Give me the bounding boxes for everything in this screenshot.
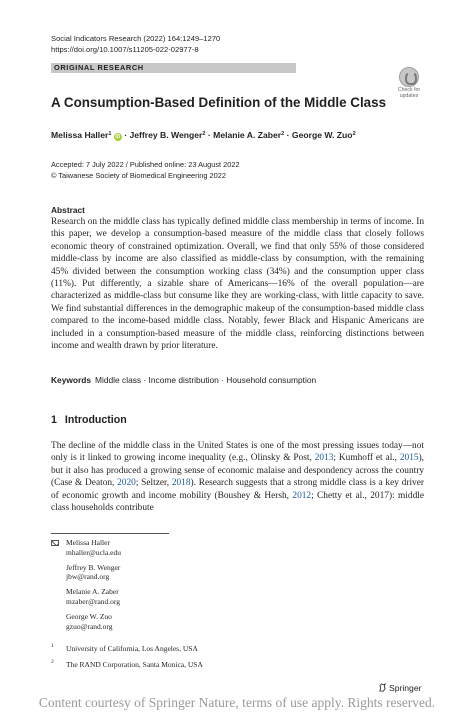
keywords bbox=[51, 374, 316, 386]
contact-name: Melissa Haller bbox=[66, 538, 110, 547]
contact-name: George W. Zuo bbox=[66, 611, 112, 621]
article-title: A Consumption-Based Definition of the Middle Class bbox=[51, 95, 387, 110]
author-affil-sup: 2 bbox=[281, 131, 285, 137]
check-for-updates-badge[interactable] bbox=[394, 67, 424, 100]
author-name[interactable]: Melissa Haller bbox=[51, 130, 109, 140]
affiliation-number: 2 bbox=[51, 658, 54, 665]
affiliation-number: 1 bbox=[51, 643, 54, 649]
author-affil-sup: 1 bbox=[108, 131, 112, 137]
keywords-label: Keywords bbox=[51, 375, 92, 385]
courtesy-watermark: Content courtesy of Springer Nature, terms of use apply. Rights reserved. bbox=[38, 695, 436, 710]
accepted-published-dates: Accepted: 7 July 2022 / Published online: 23 August 2022 bbox=[51, 160, 240, 169]
author-list: Melissa Haller$^1$ iD · Jeffrey B. Wenger$^2$ · Melanie A. Zaber$^2$ · George W. Zuo$^2$ bbox=[51, 130, 356, 140]
publication-dates bbox=[51, 160, 240, 181]
springer-horse-icon bbox=[378, 683, 387, 692]
citation-link[interactable]: 2013 bbox=[314, 453, 334, 464]
abstract-heading: Abstract bbox=[51, 205, 85, 215]
journal-citation bbox=[51, 34, 220, 55]
footnote-divider bbox=[51, 533, 169, 534]
introduction-paragraph: The decline of the middle class in the United States is one of the most pressing issues today—not only is it linked to growing income inequality (e.g., Olinsky & Post, 2013; Kumhoff et al., 2015), but it also has produced a growing sense of economic malaise and despondency across the country (Case & Deaton, 2020; Seltzer, 2018). Research suggests that a strong middle class is a key driver of economic growth and income mobility (Boushey & Hersh, 2012; Chetty et al., 2017): middle class households contribute bbox=[51, 441, 425, 514]
section-title: Introduction bbox=[64, 414, 127, 426]
author-contacts bbox=[51, 538, 251, 636]
publisher-name: Springer bbox=[389, 683, 422, 693]
section-heading-introduction bbox=[51, 414, 127, 426]
contact-email[interactable]: mhaller@ucla.edu bbox=[66, 547, 122, 557]
journal-line: Social Indicators Research (2022) 164:1249–1270 bbox=[51, 34, 221, 43]
author-affil-sup: 2 bbox=[352, 131, 356, 137]
copyright-notice: © Taiwanese Society of Biomedical Engineering 2022 bbox=[51, 170, 226, 180]
contact-email[interactable]: mzaber@rand.org bbox=[66, 596, 121, 606]
citation-link[interactable]: 2015 bbox=[399, 453, 419, 464]
contact-name: Jeffrey B. Wenger bbox=[66, 562, 121, 572]
affiliation-text: University of California, Los Angeles, USA bbox=[66, 644, 198, 653]
section-number: 1 bbox=[51, 414, 57, 426]
envelope-icon bbox=[51, 540, 59, 546]
author-affil-sup: 2 bbox=[202, 131, 206, 137]
contact-email[interactable]: jbw@rand.org bbox=[66, 572, 110, 582]
contact-entry bbox=[51, 538, 251, 558]
contact-entry bbox=[51, 612, 251, 632]
check-updates-line1: Check for bbox=[397, 87, 421, 93]
contact-entry bbox=[51, 587, 251, 607]
author-name[interactable]: Jeffrey B. Wenger bbox=[129, 130, 203, 140]
check-updates-line2: updates bbox=[399, 93, 419, 99]
affiliation-text: The RAND Corporation, Santa Monica, USA bbox=[66, 659, 203, 669]
affiliation-entry bbox=[51, 660, 351, 670]
doi-link[interactable]: https://doi.org/10.1007/s11205-022-02977-8 bbox=[51, 44, 199, 54]
section-label-bar bbox=[51, 63, 296, 73]
contact-email[interactable]: gzuo@rand.org bbox=[66, 621, 113, 631]
contact-name: Melanie A. Zaber bbox=[66, 587, 119, 597]
author-name[interactable]: Melanie A. Zaber bbox=[213, 130, 282, 140]
check-updates-icon bbox=[399, 67, 419, 87]
citation-link[interactable]: 2012 bbox=[292, 490, 312, 501]
affiliations bbox=[51, 644, 351, 676]
keywords-text: Middle class · Income distribution · Household consumption bbox=[95, 375, 317, 385]
orcid-icon[interactable]: iD bbox=[115, 134, 121, 140]
publisher-logo bbox=[378, 683, 421, 693]
author-name[interactable]: George W. Zuo bbox=[291, 130, 353, 140]
section-label: ORIGINAL RESEARCH bbox=[54, 63, 144, 72]
citation-link[interactable]: 2018 bbox=[171, 478, 191, 489]
abstract-text: Research on the middle class has typically defined middle class membership in terms of income. In this paper, we develop a consumption-based measure of the middle class that closely follows economic theory of constrained optimization. Overall, we find that only 55% of those considered middle-class by income are also classified as middle-class by consumption, with the remaining 45% divided between the consumption working class (34%) and the consumption upper class (11%). Put differently, a sizable share of Americans—16% of the overall population—are characterized as middle-class but consume like they are working-class, with little capacity to save. We find substantial differences in the demographic makeup of the consumption-based middle class compared to the income-based middle class. Notably, fewer Black and Hispanic Americans are included in a consumption-based measure of the middle class, reinforcing distinctions between income and wealth drawn by prior literature. bbox=[51, 217, 424, 352]
contact-entry bbox=[51, 563, 251, 583]
citation-link[interactable]: 2020 bbox=[117, 478, 136, 489]
affiliation-entry bbox=[51, 644, 351, 654]
